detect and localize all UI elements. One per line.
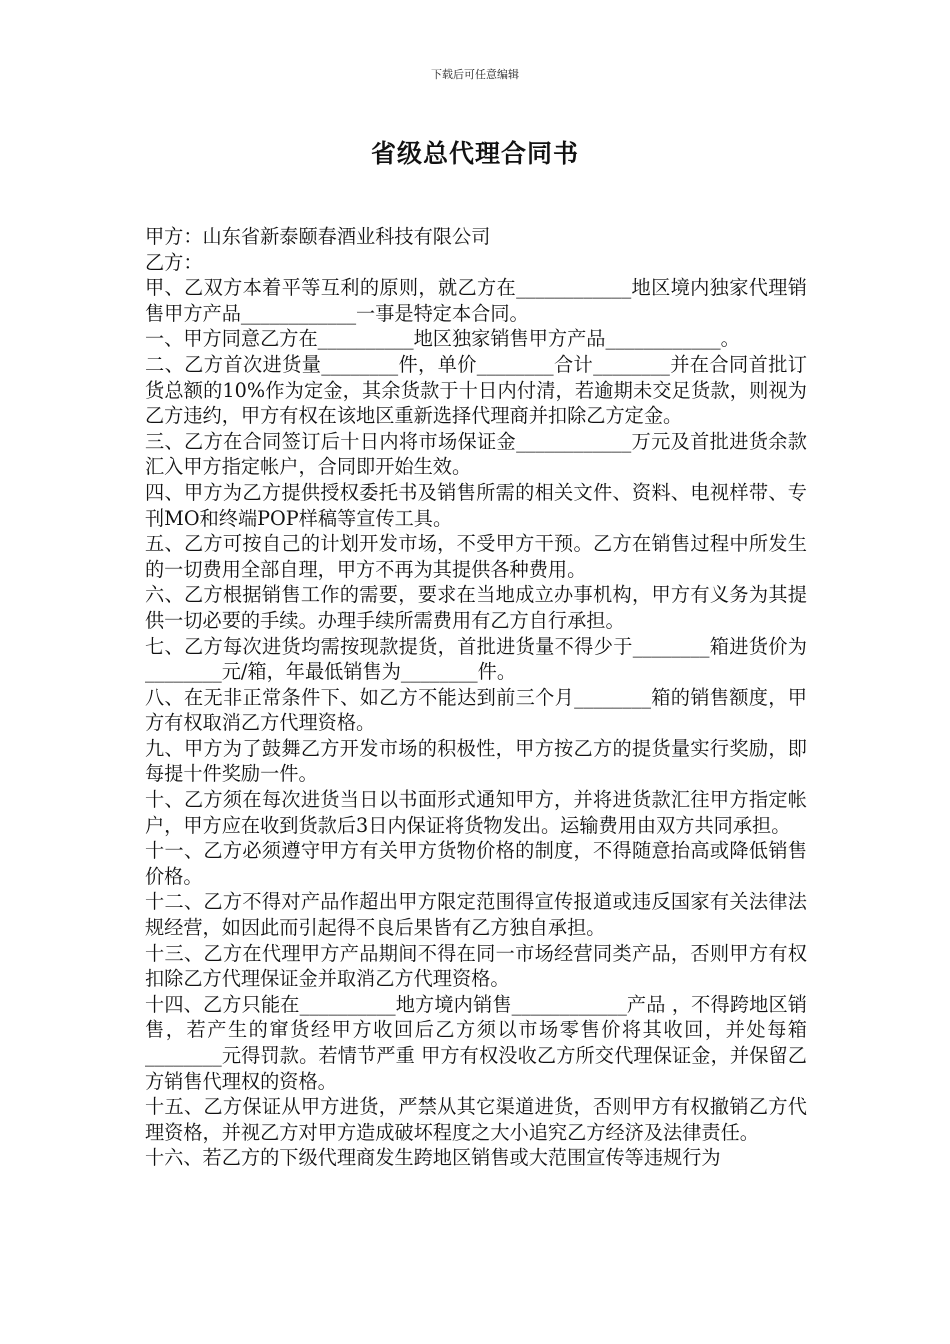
header-note: 下载后可任意编辑 [431,68,519,81]
clause-14: 十四、乙方只能在__________地方境内销售____________产品 ，不得跨地区销售，若产生的窜货经甲方收回后乙方须以市场零售价将其收回，并处每箱________元得罚款。若情节严重 甲方有权没收乙方所交代理保证金，并保留乙方销售代理权的资格。 [145,992,807,1093]
contract-body [145,224,807,1171]
clause-9: 九、甲方为了鼓舞乙方开发市场的积极性，甲方按乙方的提货量实行奖励，即每提十件奖励一件。 [145,736,807,786]
clause-10: 十、乙方须在每次进货当日以书面形式通知甲方，并将进货款汇往甲方指定帐户，甲方应在收到货款后3日内保证将货物发出。运输费用由双方共同承担。 [145,788,807,837]
clause-5: 五、乙方可按自己的计划开发市场，不受甲方干预。乙方在销售过程中所发生的一切费用全部自理，甲方不再为其提供各种费用。 [145,532,807,581]
clause-4: 四、甲方为乙方提供授权委托书及销售所需的相关文件、资料、电视样带、专刊MO和终端POP样稿等宣传工具。 [145,480,807,530]
clause-2: 二、乙方首次进货量________件，单价________合计________并在合同首批订货总额的10%作为定金，其余货款于十日内付清，若逾期未交足货款，则视为乙方违约，甲方有权在该地区重新选择代理商并扣除乙方定金。 [145,352,807,428]
clause-8: 八、在无非正常条件下、如乙方不能达到前三个月________箱的销售额度，甲方有权取消乙方代理资格。 [145,685,807,735]
clause-6: 六、乙方根据销售工作的需要，要求在当地成立办事机构，甲方有义务为其提供一切必要的手续。办理手续所需费用有乙方自行承担。 [145,583,807,632]
party-b-line: 乙方： [145,250,203,274]
document-title: 省级总代理合同书 [370,139,579,168]
clause-16: 十六、若乙方的下级代理商发生跨地区销售或大范围宣传等违规行为 [145,1146,721,1170]
clause-7: 七、乙方每次进货均需按现款提货，首批进货量不得少于________箱进货价为________元/箱，年最低销售为________件。 [145,634,807,684]
clause-13: 十三、乙方在代理甲方产品期间不得在同一市场经营同类产品，否则甲方有权扣除乙方代理保证金并取消乙方代理资格。 [145,941,807,991]
clause-3: 三、乙方在合同签订后十日内将市场保证金____________万元及首批进货余款汇入甲方指定帐户，合同即开始生效。 [145,429,807,479]
clause-11: 十一、乙方必须遵守甲方有关甲方货物价格的制度，不得随意抬高或降低销售价格。 [145,839,807,888]
clause-12: 十二、乙方不得对产品作超出甲方限定范围得宣传报道或违反国家有关法律法规经营，如因此而引起得不良后果皆有乙方独自承担。 [145,890,807,940]
preamble-paragraph: 甲、乙双方本着平等互利的原则，就乙方在____________地区境内独家代理销售甲方产品____________一事是特定本合同。 [145,276,807,325]
clause-15: 十五、乙方保证从甲方进货，严禁从其它渠道进货，否则甲方有权撤销乙方代理资格，并视乙方对甲方造成破坏程度之大小追究乙方经济及法律责任。 [145,1095,807,1144]
party-a-line: 甲方：山东省新泰颐春酒业科技有限公司 [145,225,491,248]
clause-1: 一、甲方同意乙方在__________地区独家销售甲方产品____________。 [145,327,740,351]
